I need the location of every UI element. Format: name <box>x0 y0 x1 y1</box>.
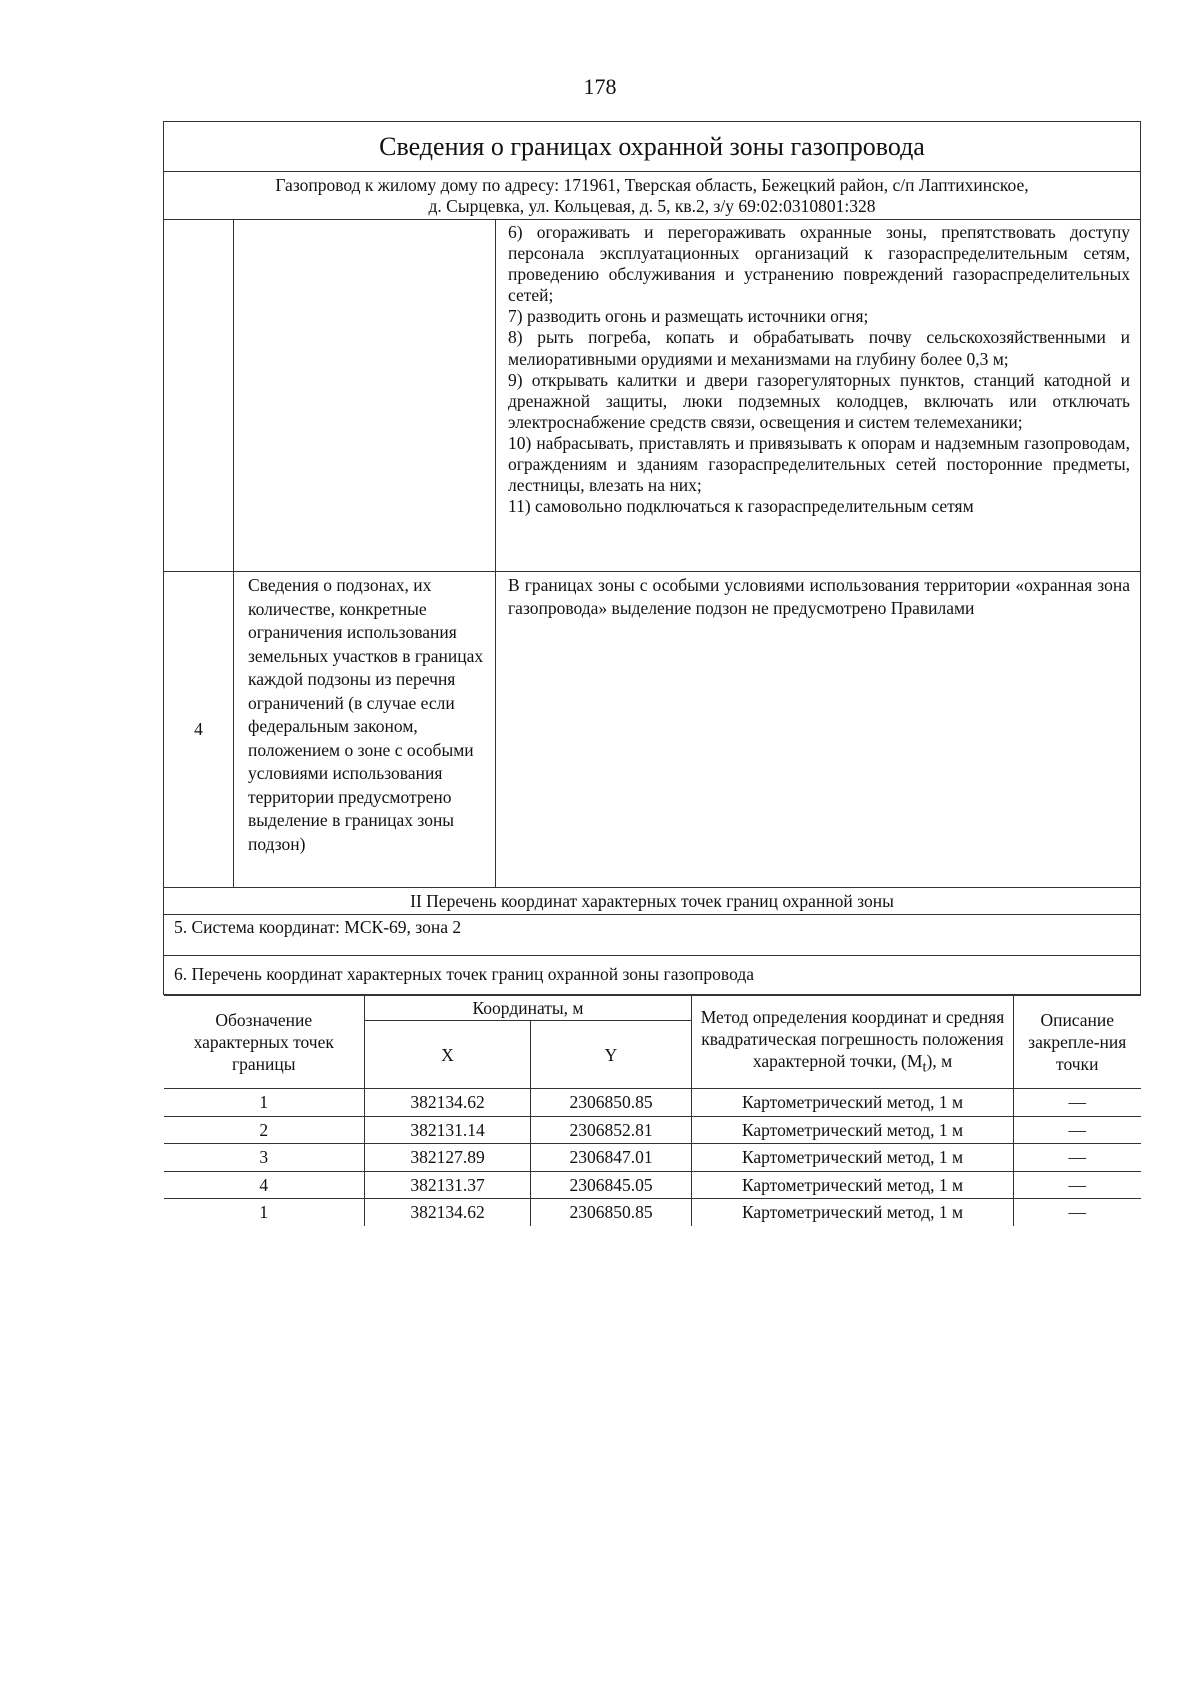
page-number: 178 <box>583 74 617 99</box>
table-row <box>164 1144 1141 1172</box>
cell-y: 2306847.01 <box>531 1144 692 1172</box>
row4-number: 4 <box>164 572 234 888</box>
cell-y: 2306852.81 <box>531 1116 692 1144</box>
header-method-subscript: t <box>922 1059 927 1076</box>
address-line-2: д. Сырцевка, ул. Кольцевая, д. 5, кв.2, з/у 69:02:0310801:328 <box>428 196 876 216</box>
cell-method: Картометрический метод, 1 м <box>692 1171 1014 1199</box>
cell-x: 382131.14 <box>365 1116 531 1144</box>
coordinates-list-title: 6. Перечень координат характерных точек границ охранной зоны газопровода <box>164 956 1141 995</box>
header-method <box>692 996 1014 1089</box>
header-method-text: Метод определения координат и средняя квадратическая погрешность положения характерной точки, (M <box>700 1006 1005 1071</box>
document-title: Сведения о границах охранной зоны газопровода <box>164 122 1141 172</box>
section2-title: II Перечень координат характерных точек границ охранной зоны <box>164 888 1141 915</box>
cell-description: — <box>1014 1199 1141 1226</box>
restriction-item: 6) огораживать и перегораживать охранные зоны, препятствовать доступу персонала эксплуатационных организаций к газораспределительным сетям, проведению обслуживания и устранению повреждений газораспределительных сетей; <box>508 222 1130 306</box>
pipeline-address <box>164 172 1141 220</box>
restriction-item: 11) самовольно подключаться к газораспределительным сетям <box>508 496 974 517</box>
header-description: Описание закрепле-ния точки <box>1014 996 1141 1089</box>
restriction-item: 10) набрасывать, приставлять и привязывать к опорам и надземным газопроводам, ограждениям и зданиям газораспределительных сетей посторонние предметы, лестницы, влезать на них; <box>508 432 1130 496</box>
coordinates-table <box>164 995 1141 1226</box>
cell-description: — <box>1014 1116 1141 1144</box>
cell-x: 382134.62 <box>365 1089 531 1117</box>
cell-method: Картометрический метод, 1 м <box>692 1144 1014 1172</box>
subzones-label: Сведения о подзонах, их количестве, конкретные ограничения использования земельных участков в границах каждой подзоны из перечня ограничений (в случае если федеральным законом, положением о зоне с особыми условиями использования территории предусмотрено выделение в границах зоны подзон) <box>234 572 496 888</box>
table-row <box>164 1116 1141 1144</box>
cell-x: 382131.37 <box>365 1171 531 1199</box>
restriction-item: 9) открывать калитки и двери газорегуляторных пунктов, станций катодной и дренажной защиты, люки подземных колодцев, включать или отключать электроснабжение средств связи, освещения и систем телемеханики; <box>508 369 1130 432</box>
cell-point: 2 <box>164 1116 365 1144</box>
table-row <box>164 1171 1141 1199</box>
header-x: X <box>365 1021 531 1089</box>
cell-description: — <box>1014 1089 1141 1117</box>
cell-point: 1 <box>164 1199 365 1226</box>
coordinate-system: 5. Система координат: МСК-69, зона 2 <box>164 915 1141 956</box>
address-line-1: Газопровод к жилому дому по адресу: 171961, Тверская область, Бежецкий район, с/п Лаптихинское, <box>275 175 1029 195</box>
cell-y: 2306850.85 <box>531 1089 692 1117</box>
zone-info-table <box>163 121 1141 1226</box>
cell-description: — <box>1014 1144 1141 1172</box>
cell-y: 2306845.05 <box>531 1171 692 1199</box>
row3-label-cell <box>234 220 496 572</box>
cell-point: 1 <box>164 1089 365 1117</box>
cell-point: 4 <box>164 1171 365 1199</box>
cell-x: 382127.89 <box>365 1144 531 1172</box>
cell-description: — <box>1014 1171 1141 1199</box>
restriction-item: 8) рыть погреба, копать и обрабатывать почву сельскохозяйственными и мелиоративными орудиями и механизмами на глубину более 0,3 м; <box>508 327 1130 369</box>
restrictions-list <box>496 220 1141 572</box>
header-method-unit: ), м <box>926 1050 953 1071</box>
cell-x: 382134.62 <box>365 1199 531 1226</box>
header-point: Обозначение характерных точек границы <box>164 996 365 1089</box>
table-row <box>164 1089 1141 1117</box>
subzones-text: В границах зоны с особыми условиями использования территории «охранная зона газопровода» выделение подзон не предусмотрено Правилами <box>496 572 1141 888</box>
cell-method: Картометрический метод, 1 м <box>692 1089 1014 1117</box>
header-coordinates: Координаты, м <box>365 996 692 1021</box>
restriction-item: 7) разводить огонь и размещать источники огня; <box>508 306 869 327</box>
cell-method: Картометрический метод, 1 м <box>692 1199 1014 1226</box>
cell-method: Картометрический метод, 1 м <box>692 1116 1014 1144</box>
row3-number-cell <box>164 220 234 572</box>
coordinates-table-cell <box>164 995 1141 1226</box>
table-row <box>164 1199 1141 1226</box>
cell-point: 3 <box>164 1144 365 1172</box>
cell-y: 2306850.85 <box>531 1199 692 1226</box>
header-y: Y <box>531 1021 692 1089</box>
